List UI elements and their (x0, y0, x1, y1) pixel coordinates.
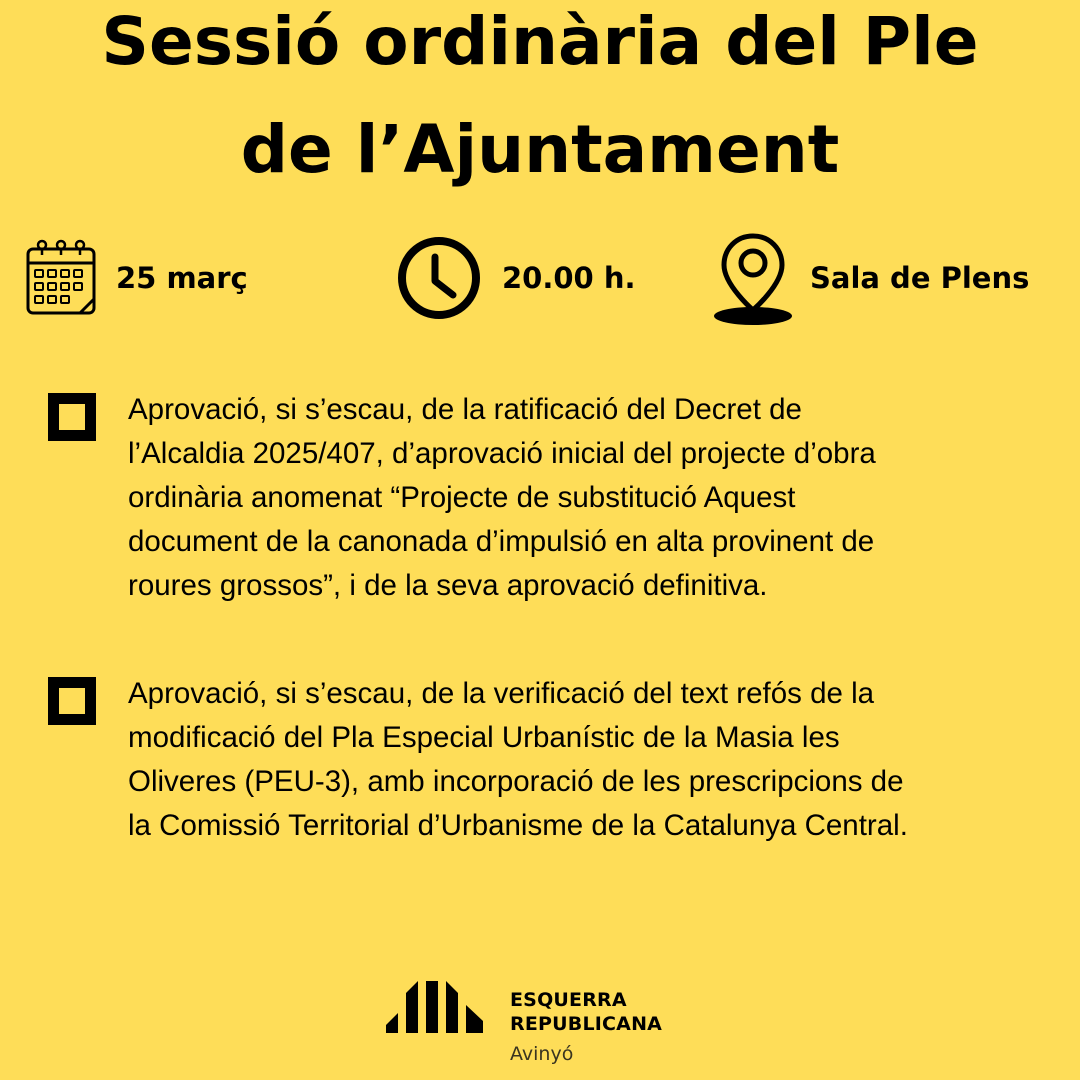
footer-logo (386, 975, 706, 1075)
calendar-icon (26, 239, 96, 317)
event-date (26, 228, 248, 328)
brand-place: Avinyó (510, 1043, 574, 1065)
title-line-2: de l’Ajuntament (240, 111, 840, 188)
page-title (0, 0, 1080, 204)
clock-icon (396, 235, 482, 321)
event-time-text: 20.00 h. (502, 261, 636, 295)
event-date-text: 25 març (116, 261, 248, 295)
brand-name-line-2: REPUBLICANA (510, 1013, 663, 1035)
event-place-text: Sala de Plens (810, 261, 1030, 295)
event-info-row (0, 228, 1080, 328)
square-bullet-icon (48, 393, 96, 441)
location-pin-icon (712, 230, 794, 326)
agenda-item-text: Aprovació, si s’escau, de la ratificació del Decret de l’Alcaldia 2025/407, d’aprovació inicial del projecte d’obra ordinària anomenat “Projecte de substitució Aquest document de la canonada d’impulsió en alta provinent de roures grossos”, i de la seva aprovació definitiva. (128, 393, 876, 602)
agenda-item-text: Aprovació, si s’escau, de la verificació del text refós de la modificació del Pla Especial Urbanístic de la Masia les Oliveres (PEU-3), amb incorporació de les prescripcions de la Comissió Territorial d’Urbanisme de la Catalunya Central. (128, 677, 908, 842)
brand-name-line-1: ESQUERRA (510, 989, 627, 1011)
esquerra-republicana-logo-icon (386, 975, 486, 1037)
square-bullet-icon (48, 677, 96, 725)
event-place (712, 228, 1029, 328)
event-time (396, 228, 636, 328)
title-line-1: Sessió ordinària del Ple (101, 3, 979, 80)
